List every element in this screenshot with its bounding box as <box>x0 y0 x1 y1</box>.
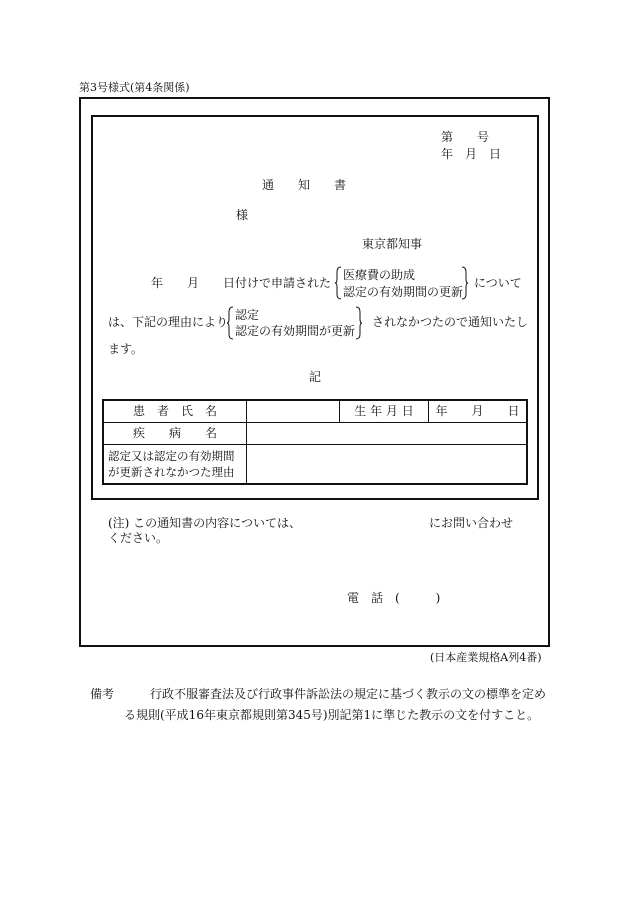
brace1-option-1: 医療費の助成 <box>343 268 416 282</box>
addressee-suffix: 様 <box>236 208 249 222</box>
note-line1-suffix: にお問い合わせ <box>429 516 514 530</box>
body-line2-suffix: されなかつたので通知いたし <box>372 315 529 329</box>
note-line1-prefix: (注) この通知書の内容については、 <box>108 516 301 530</box>
paper-spec: (日本産業規格A列4番) <box>430 651 542 664</box>
body-line3: ます。 <box>108 342 144 356</box>
brace2-option-2: 認定の有効期間が更新 <box>235 324 356 338</box>
brace1-option-2: 認定の有効期間の更新 <box>343 285 464 299</box>
form-label: 第3号様式(第4条関係) <box>79 81 190 94</box>
issuer: 東京都知事 <box>362 237 423 251</box>
document-date: 年 月 日 <box>441 147 502 161</box>
right-brace-icon <box>461 266 469 300</box>
document-title: 通 知 書 <box>262 178 347 192</box>
reason-label-line2: が更新されなかつた理由 <box>108 464 235 479</box>
phone-label: 電 話 <box>347 591 384 605</box>
disease-name-value[interactable] <box>247 422 528 444</box>
brace2-option-1: 認定 <box>235 308 260 322</box>
ki-heading: 記 <box>309 370 322 384</box>
body-line1-prefix: 年 月 日付けで申請された <box>151 276 332 290</box>
reason-value[interactable] <box>247 444 528 484</box>
left-brace-icon <box>334 266 342 300</box>
remarks-line2: る規則(平成16年東京都規則第345号)別記第1に準じた教示の文を付すこと。 <box>124 708 540 722</box>
right-brace-icon <box>355 306 363 340</box>
disease-name-label: 疾 病 名 <box>103 422 247 444</box>
remarks-label: 備考 <box>90 687 115 701</box>
birth-date-label: 生 年 月 日 <box>340 400 429 422</box>
birth-date-value[interactable]: 年 月 日 <box>429 400 528 422</box>
phone-parens: ( ) <box>395 591 441 605</box>
note-line2: ください。 <box>108 531 169 545</box>
remarks-line1: 行政不服審査法及び行政事件訴訟法の規定に基づく教示の文の標準を定め <box>150 687 547 701</box>
patient-info-table <box>102 399 528 485</box>
left-brace-icon <box>226 306 234 340</box>
patient-name-label: 患 者 氏 名 <box>103 400 247 422</box>
body-line1-suffix: について <box>474 276 522 290</box>
document-number: 第 号 <box>441 130 490 144</box>
body-line2-prefix: は、下記の理由により <box>108 315 229 329</box>
reason-label-line1: 認定又は認定の有効期間 <box>108 448 235 463</box>
patient-name-value[interactable] <box>247 400 340 422</box>
reason-label <box>103 444 247 484</box>
